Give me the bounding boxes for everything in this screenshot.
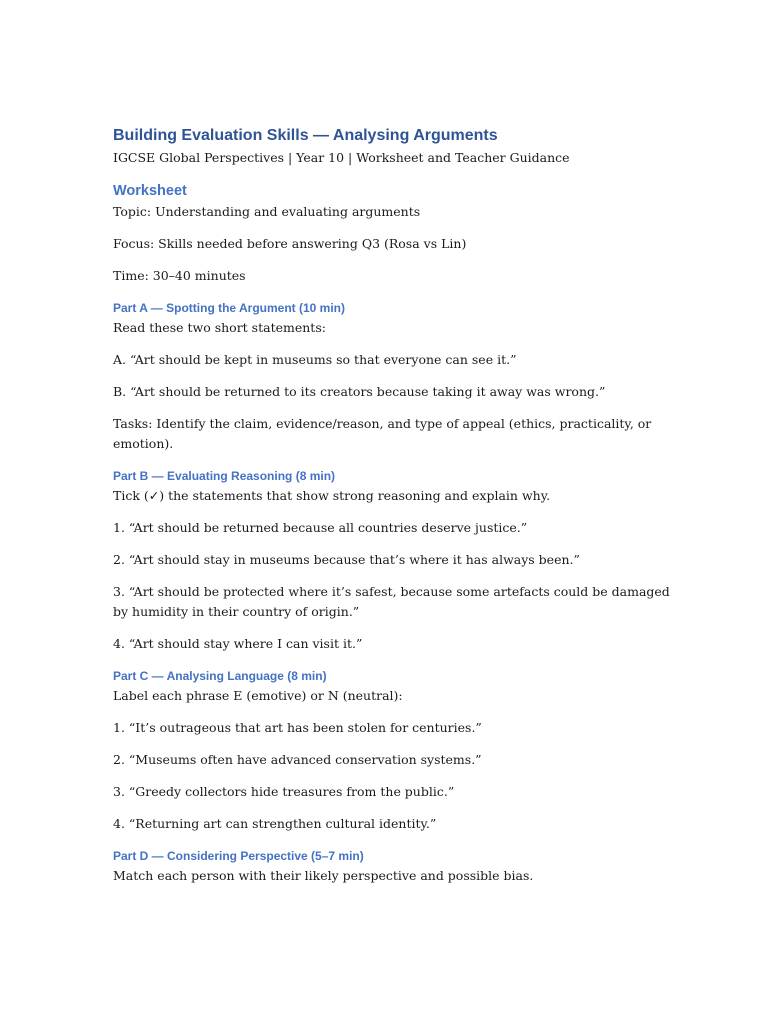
part-a-intro: Read these two short statements: <box>113 320 326 335</box>
part-c-item-3: 3. “Greedy collectors hide treasures from the public.” <box>113 784 455 799</box>
document-page <box>113 124 673 898</box>
part-c-item-1: 1. “It’s outrageous that art has been stolen for centuries.” <box>113 720 482 735</box>
part-c-item-2: 2. “Museums often have advanced conservation systems.” <box>113 752 482 767</box>
part-a-section <box>113 298 673 454</box>
part-d-section <box>113 846 673 886</box>
part-b-heading: Part B — Evaluating Reasoning (8 min) <box>113 469 336 483</box>
part-b-item-2: 2. “Art should stay in museums because that’s where it has always been.” <box>113 552 580 567</box>
part-b-item-1: 1. “Art should be returned because all countries deserve justice.” <box>113 520 528 535</box>
part-b-item-4: 4. “Art should stay where I can visit it.” <box>113 636 363 651</box>
part-b-section <box>113 466 673 654</box>
document-title: Building Evaluation Skills — Analysing Arguments <box>113 127 498 144</box>
worksheet-focus: Focus: Skills needed before answering Q3 (Rosa vs Lin) <box>113 236 467 251</box>
part-a-statement-b: B. “Art should be returned to its creators because taking it away was wrong.” <box>113 384 606 399</box>
part-a-statement-a: A. “Art should be kept in museums so that everyone can see it.” <box>113 352 517 367</box>
worksheet-heading: Worksheet <box>113 183 187 199</box>
part-c-section <box>113 666 673 834</box>
part-d-intro: Match each person with their likely perspective and possible bias. <box>113 868 534 883</box>
part-d-heading: Part D — Considering Perspective (5–7 min) <box>113 849 364 863</box>
part-a-heading: Part A — Spotting the Argument (10 min) <box>113 301 346 315</box>
part-c-heading: Part C — Analysing Language (8 min) <box>113 669 327 683</box>
document-subtitle: IGCSE Global Perspectives | Year 10 | Worksheet and Teacher Guidance <box>113 150 570 165</box>
part-b-item-3: 3. “Art should be protected where it’s safest, because some artefacts could be damaged by humidity in their country of origin.” <box>113 584 670 619</box>
worksheet-time: Time: 30–40 minutes <box>113 268 246 283</box>
part-a-tasks: Tasks: Identify the claim, evidence/reason, and type of appeal (ethics, practicality, or emotion). <box>113 416 652 451</box>
part-c-item-4: 4. “Returning art can strengthen cultural identity.” <box>113 816 437 831</box>
worksheet-topic: Topic: Understanding and evaluating arguments <box>113 204 421 219</box>
part-b-intro: Tick (✓) the statements that show strong reasoning and explain why. <box>113 488 551 503</box>
part-c-intro: Label each phrase E (emotive) or N (neutral): <box>113 688 403 703</box>
